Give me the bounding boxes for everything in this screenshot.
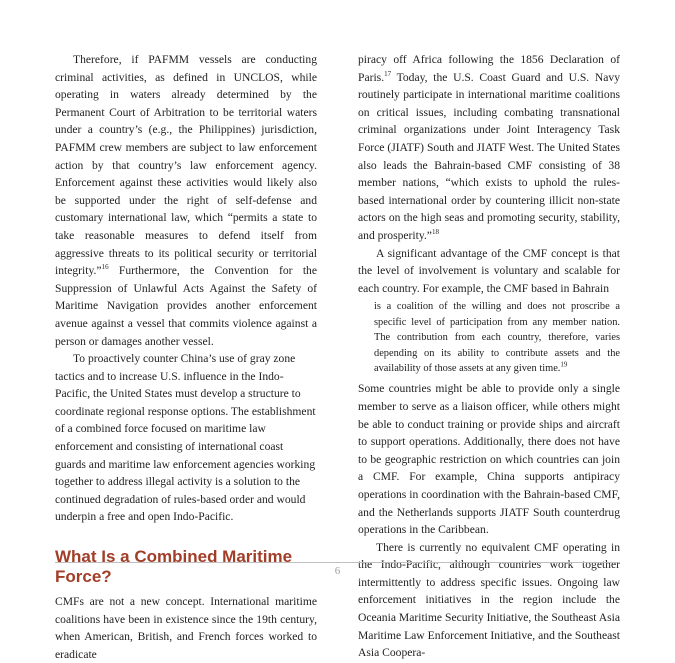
block-quote: is a coalition of the willing and does not proscribe a specific level of participation from any member nation. The contribution from each country, therefore, varies depending on its ability to contribute assets and the availability of those assets at any given time.$^{19}$ xyxy=(374,301,620,374)
paragraph: CMFs are not a new concept. International maritime coalitions have been in existence since the 19th century, when American, British, and French forces worked to eradicate xyxy=(55,595,317,661)
section-heading: What Is a Combined Maritime Force? xyxy=(55,547,293,587)
footnote-ref[interactable]: 16 xyxy=(101,263,109,272)
paragraph: There is currently no equivalent CMF operating in the Indo-Pacific, although countries work together intermittently to address specific issues. Ongoing law enforcement initiatives in the region include the Oceania Maritime Security Initiative, the Southeast Asia Maritime Law Enforcement Initiative, and the Southeast Asia Coopera- xyxy=(358,540,620,660)
page-number: 6 xyxy=(334,565,341,577)
footer-divider xyxy=(55,562,620,563)
paragraph: To proactively counter China’s use of gray zone tactics and to increase U.S. influence in the Indo-Pacific, the United States must develop a structure to coordinate regional response options. The establishment of a combined force focused on maritime law enforcement and consisting of international coast guards and maritime law enforcement agencies working together to address illegal activity is a solution to the continued degradation of rules-based order and would underpin a free and open Indo-Pacific. xyxy=(55,352,316,524)
footnote-ref[interactable]: 17 xyxy=(384,69,392,78)
footnote-ref[interactable]: 19 xyxy=(560,360,568,369)
paragraph: A significant advantage of the CMF concept is that the level of involvement is voluntary and scalable for each country. For example, the CMF based in Bahrain xyxy=(358,246,620,295)
paragraph: Some countries might be able to provide only a single member to serve as a liaison officer, while others might be able to conduct training or provide ships and aircraft to support operations. Additionally, there does not have to be geographic restriction on which countries can join a CMF. For example, China supports antipiracy operations in coordination with the Bahrain-based CMF, and the Netherlands supports JIATF South counterdrug operations in the Caribbean. xyxy=(358,382,620,537)
paragraph: piracy off Africa following the 1856 Declaration of Paris.$^{17}$ Today, the U.S. Coast Guard and U.S. Navy routinely participate in international maritime coalitions on critical issues, including combating transnational criminal organizations under Joint Interagency Task Force (JIATF) South and JIATF West. The United States also leads the Bahrain-based CMF consisting of 38 member nations, “which exists to uphold the rules-based international order by countering illicit non-state actors on the high seas and promoting security, stability, and prosperity.”$^{18}$ xyxy=(358,53,620,242)
footnote-ref[interactable]: 18 xyxy=(431,228,439,237)
paragraph: Therefore, if PAFMM vessels are conducting criminal activities, as defined in UNCLOS, while operating in waters already determined by the Permanent Court of Arbitration to be territorial waters under a country’s (e.g., the Philippines) jurisdiction, PAFMM crew members are subject to law enforcement action by that country’s law enforcement agency. Enforcement against these activities would likely also be supported under the right of self-defense and customary international law, which “permits a state to take reasonable measures to defend itself from aggressive threats to its political security or territorial integrity.”$^{16}$ Furthermore, the Convention for the Suppression of Unlawful Acts Against the Safety of Maritime Navigation provides another enforcement avenue against a vessel that commits violence against a person or damages another vessel. xyxy=(55,53,317,348)
